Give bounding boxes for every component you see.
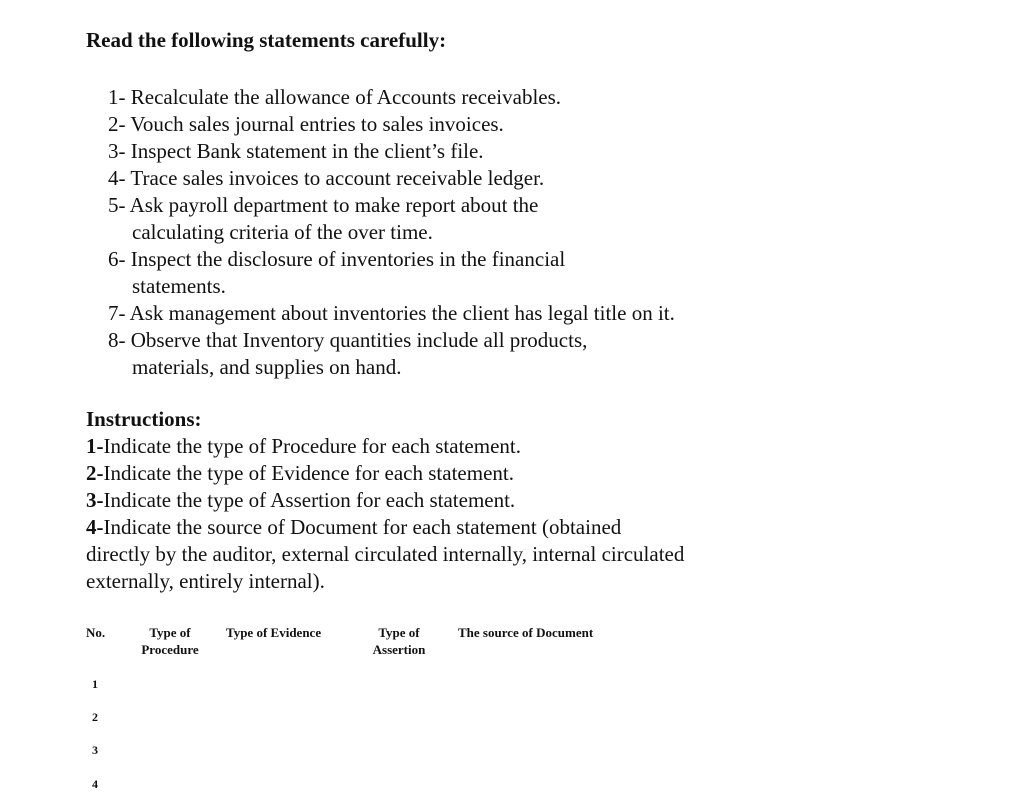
- instruction-number: 3-: [86, 488, 104, 512]
- page-heading: Read the following statements carefully:: [86, 28, 447, 52]
- statement-item: 2- Vouch sales journal entries to sales invoices.: [108, 112, 504, 136]
- statement-item: 4- Trace sales invoices to account receivable ledger.: [108, 166, 545, 190]
- header-procedure: [130, 624, 210, 658]
- statement-item: 5- Ask payroll department to make report about the calculating criteria of the over time.: [108, 193, 539, 244]
- header-source: The source of Document: [458, 625, 594, 640]
- instruction-item: [86, 460, 686, 487]
- statement-item: 1- Recalculate the allowance of Accounts receivables.: [108, 85, 562, 109]
- instruction-text: Indicate the type of Assertion for each statement.: [103, 488, 516, 512]
- table-row-number: 4: [92, 777, 98, 791]
- header-assertion-line1: Type of: [378, 625, 420, 640]
- header-procedure-line2: Procedure: [141, 642, 199, 657]
- statement-item: 8- Observe that Inventory quantities include all products, materials, and supplies on hand.: [108, 328, 588, 379]
- header-assertion: [362, 624, 436, 658]
- instruction-item: [86, 487, 686, 514]
- header-no: No.: [86, 625, 106, 640]
- table-row-number: 1: [92, 677, 98, 691]
- statement-list: [108, 84, 708, 381]
- instruction-text: Indicate the type of Evidence for each statement.: [103, 461, 514, 485]
- instruction-number: 4-: [86, 515, 104, 539]
- statement-item: 6- Inspect the disclosure of inventories in the financial statements.: [108, 247, 566, 298]
- table-row-number: 2: [92, 710, 98, 724]
- instruction-item: [86, 514, 686, 595]
- instruction-text: Indicate the source of Document for each statement (obtained directly by the auditor, external circulated internally, internal circulated externally, entirely internal).: [86, 515, 685, 593]
- statement-item: 3- Inspect Bank statement in the client’s file.: [108, 139, 484, 163]
- header-assertion-line2: Assertion: [372, 642, 426, 657]
- header-evidence: Type of Evidence: [226, 625, 322, 640]
- instructions-list: [86, 433, 686, 595]
- table-row-number: 3: [92, 743, 98, 757]
- instruction-number: 2-: [86, 461, 104, 485]
- instructions-title: Instructions:: [86, 407, 202, 431]
- instruction-item: [86, 433, 686, 460]
- instruction-text: Indicate the type of Procedure for each statement.: [103, 434, 521, 458]
- header-procedure-line1: Type of: [149, 625, 191, 640]
- instruction-number: 1-: [86, 434, 104, 458]
- statement-item: 7- Ask management about inventories the client has legal title on it.: [108, 301, 675, 325]
